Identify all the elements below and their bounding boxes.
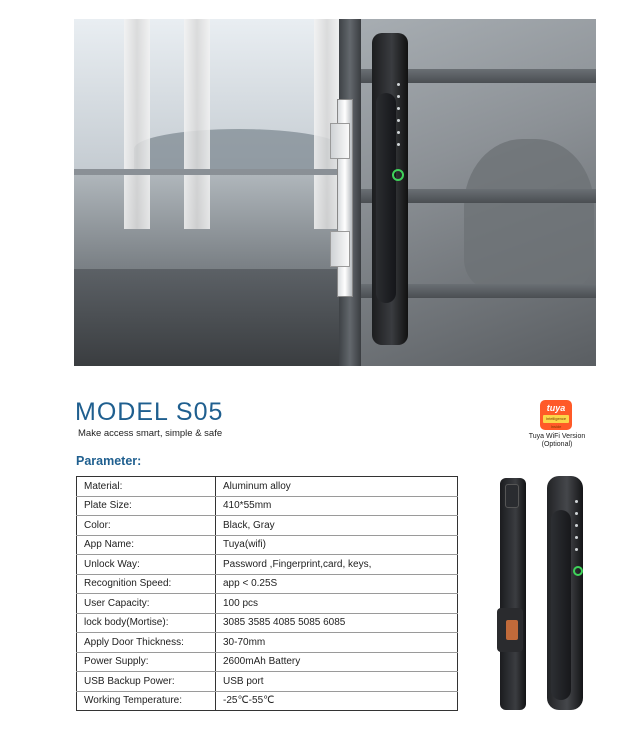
tuya-logo-icon: [540, 400, 572, 430]
camera-icon: [505, 484, 519, 508]
spec-value: Aluminum alloy: [216, 477, 458, 497]
spec-label: Power Supply:: [77, 652, 216, 672]
spec-value: 2600mAh Battery: [216, 652, 458, 672]
spec-label: Plate Size:: [77, 496, 216, 516]
keypad-led: [397, 95, 400, 98]
tuya-caption-line: (Optional): [541, 441, 573, 448]
chair-shape: [464, 139, 594, 289]
fingerprint-sensor-icon: [573, 566, 583, 576]
tuya-caption: [522, 433, 592, 449]
tuya-caption-line: Tuya WiFi Version: [528, 433, 586, 440]
spec-label: Unlock Way:: [77, 555, 216, 575]
spec-row: [77, 555, 458, 575]
section-heading: Parameter:: [76, 454, 142, 468]
lock-handle: [376, 93, 396, 303]
spec-value: 30-70mm: [216, 633, 458, 653]
tuya-logo-text: tuya: [546, 403, 566, 413]
spec-row: [77, 652, 458, 672]
keypad-led: [397, 119, 400, 122]
spec-table: [76, 476, 458, 711]
hero-photo: [74, 19, 596, 366]
spec-label: Material:: [77, 477, 216, 497]
keypad-led: [397, 83, 400, 86]
spec-row: [77, 535, 458, 555]
spec-label: Color:: [77, 516, 216, 536]
latch-keeper: [330, 123, 350, 159]
keypad-led: [397, 143, 400, 146]
tuya-logo-strip: Intelligence Inside: [543, 415, 569, 423]
keypad-led: [397, 131, 400, 134]
smart-lock: [372, 33, 408, 345]
spec-label: User Capacity:: [77, 594, 216, 614]
balcony-rail: [74, 169, 344, 175]
spec-value: 410*55mm: [216, 496, 458, 516]
spec-value: app < 0.25S: [216, 574, 458, 594]
keypad-led: [575, 512, 578, 515]
spec-label: lock body(Mortise):: [77, 613, 216, 633]
spec-value: Black, Gray: [216, 516, 458, 536]
curtain: [184, 19, 210, 229]
spec-label: Working Temperature:: [77, 691, 216, 711]
spec-row: [77, 672, 458, 692]
spec-value: USB port: [216, 672, 458, 692]
keypad-led: [397, 107, 400, 110]
keypad-led: [575, 548, 578, 551]
spec-label: App Name:: [77, 535, 216, 555]
spec-value: -25℃-55℃: [216, 691, 458, 711]
spec-row: [77, 516, 458, 536]
spec-row: [77, 633, 458, 653]
page-title: MODEL S05: [75, 398, 224, 426]
keypad-led: [575, 524, 578, 527]
product-image: [495, 470, 595, 720]
spec-row: [77, 691, 458, 711]
spec-row: [77, 496, 458, 516]
tagline: Make access smart, simple & safe: [78, 428, 223, 439]
spec-row: [77, 477, 458, 497]
spec-row: [77, 574, 458, 594]
latch-bolt: [506, 620, 518, 640]
spec-value: 3085 3585 4085 5085 6085: [216, 613, 458, 633]
spec-label: Apply Door Thickness:: [77, 633, 216, 653]
keypad-led: [575, 536, 578, 539]
keypad-led: [575, 500, 578, 503]
mountain-shape: [134, 129, 344, 169]
mortise-lock-body: [497, 608, 523, 652]
curtain: [124, 19, 150, 229]
spec-value: Tuya(wifi): [216, 535, 458, 555]
lock-handle: [551, 510, 571, 700]
spec-value: Password ,Fingerprint,card, keys,: [216, 555, 458, 575]
fingerprint-sensor-icon: [392, 169, 404, 181]
spec-row: [77, 594, 458, 614]
latch-keeper: [330, 231, 350, 267]
spec-label: USB Backup Power:: [77, 672, 216, 692]
spec-value: 100 pcs: [216, 594, 458, 614]
lock-back-panel: [500, 478, 526, 710]
spec-row: [77, 613, 458, 633]
spec-label: Recognition Speed:: [77, 574, 216, 594]
